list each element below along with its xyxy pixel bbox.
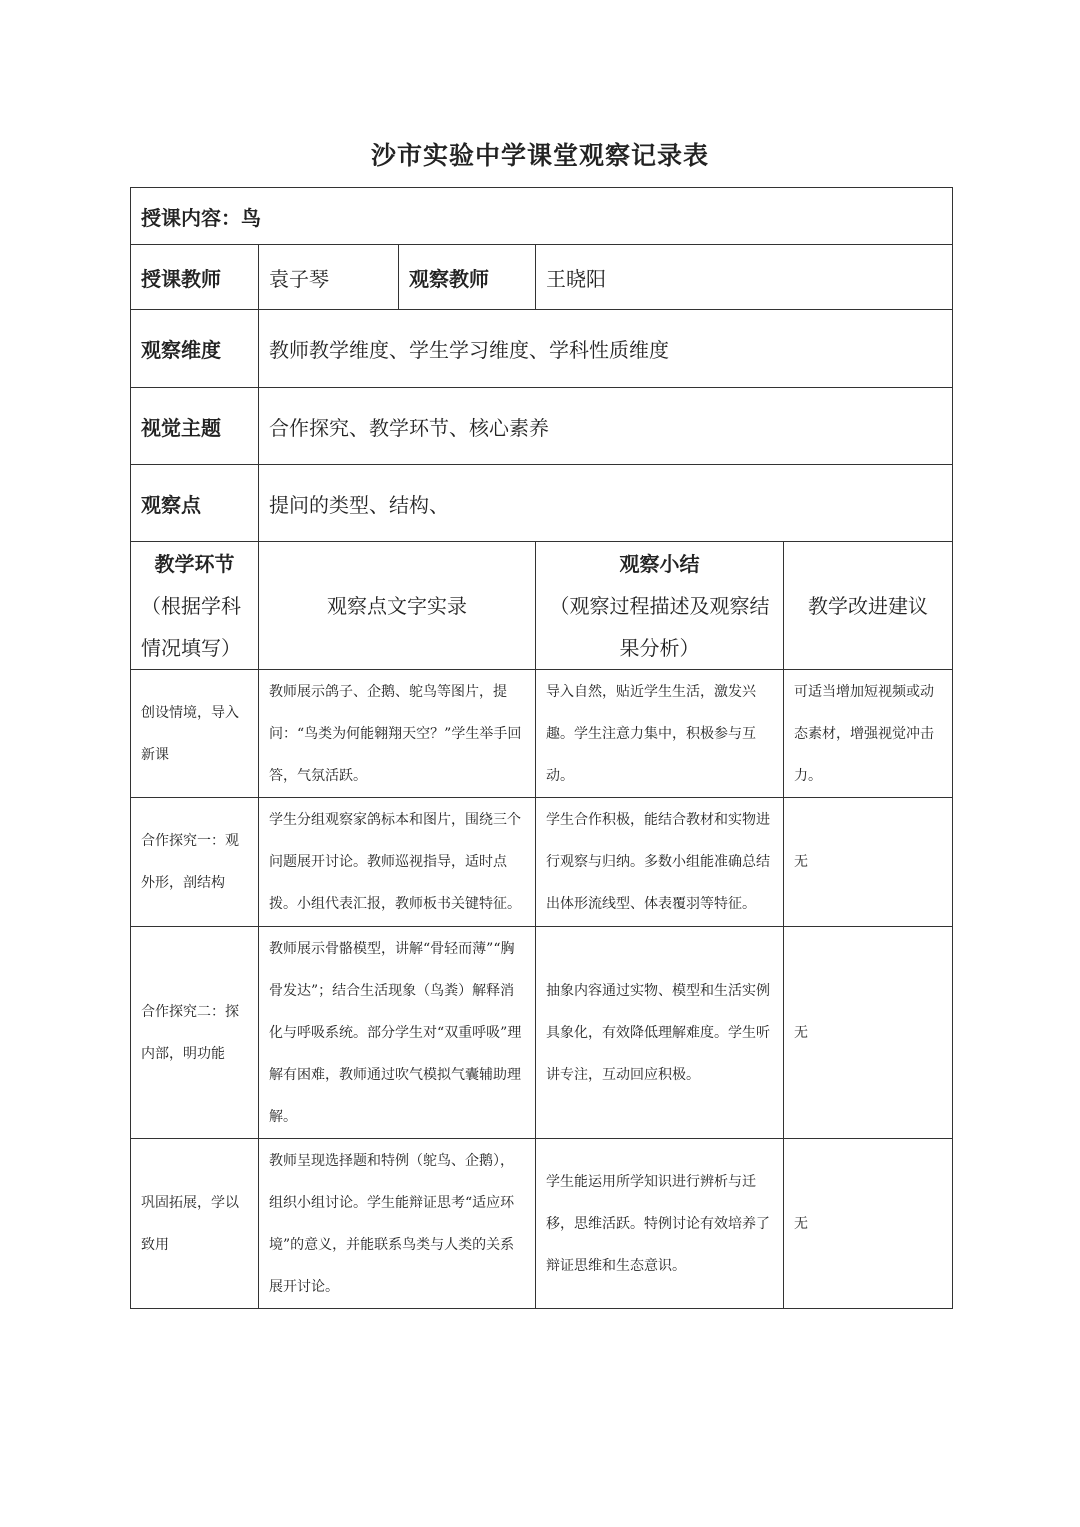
stage-cell: 合作探究二：探内部，明功能: [131, 927, 259, 1139]
theme-value: 合作探究、教学环节、核心素养: [259, 388, 953, 465]
row-teachers: [131, 245, 953, 310]
teacher-label: 授课教师: [131, 245, 259, 310]
table-row: [131, 670, 953, 798]
content-cell: [131, 188, 953, 245]
point-value: 提问的类型、结构、: [259, 465, 953, 542]
row-theme: [131, 388, 953, 465]
summary-cell: 抽象内容通过实物、模型和生活实例具象化，有效降低理解难度。学生听讲专注，互动回应积极。: [536, 927, 784, 1139]
point-label: 观察点: [131, 465, 259, 542]
header-stage-sub: （根据学科情况填写）: [141, 593, 241, 660]
stage-cell: 合作探究一：观外形，剖结构: [131, 798, 259, 927]
table-row: [131, 798, 953, 927]
record-cell: 学生分组观察家鸽标本和图片，围绕三个问题展开讨论。教师巡视指导，适时点拨。小组代表汇报，教师板书关键特征。: [259, 798, 536, 927]
record-cell: 教师呈现选择题和特例（鸵鸟、企鹅），组织小组讨论。学生能辩证思考“适应环境”的意义，并能联系鸟类与人类的关系展开讨论。: [259, 1139, 536, 1309]
summary-cell: 学生合作积极，能结合教材和实物进行观察与归纳。多数小组能准确总结出体形流线型、体表覆羽等特征。: [536, 798, 784, 927]
summary-cell: 导入自然，贴近学生生活，激发兴趣。学生注意力集中，积极参与互动。: [536, 670, 784, 798]
table-row: [131, 1139, 953, 1309]
header-summary: [536, 542, 784, 670]
suggestion-cell: 无: [784, 1139, 953, 1309]
suggestion-cell: 无: [784, 927, 953, 1139]
row-dimension: [131, 310, 953, 388]
record-cell: 教师展示骨骼模型，讲解“骨轻而薄”“胸骨发达”；结合生活现象（鸟粪）解释消化与呼吸系统。部分学生对“双重呼吸”理解有困难，教师通过吹气模拟气囊辅助理解。: [259, 927, 536, 1139]
row-header: [131, 542, 953, 670]
theme-label: 视觉主题: [131, 388, 259, 465]
header-record: 观察点文字实录: [259, 542, 536, 670]
suggestion-cell: 可适当增加短视频或动态素材，增强视觉冲击力。: [784, 670, 953, 798]
header-stage: [131, 542, 259, 670]
content-label: 授课内容：: [141, 205, 241, 230]
observer-value: 王晓阳: [536, 245, 953, 310]
header-summary-main: 观察小结: [619, 551, 700, 576]
content-value: 鸟: [241, 205, 261, 230]
suggestion-cell: 无: [784, 798, 953, 927]
teacher-value: 袁子琴: [259, 245, 399, 310]
header-suggestion: 教学改进建议: [784, 542, 953, 670]
header-stage-main: 教学环节: [154, 551, 235, 576]
header-summary-sub: （观察过程描述及观察结果分析）: [549, 593, 770, 660]
row-point: [131, 465, 953, 542]
dimension-label: 观察维度: [131, 310, 259, 388]
summary-cell: 学生能运用所学知识进行辨析与迁移，思维活跃。特例讨论有效培养了辩证思维和生态意识。: [536, 1139, 784, 1309]
table-row: [131, 927, 953, 1139]
observer-label: 观察教师: [399, 245, 536, 310]
stage-cell: 创设情境，导入新课: [131, 670, 259, 798]
observation-table: [130, 187, 953, 1309]
page-title: 沙市实验中学课堂观察记录表: [370, 141, 709, 170]
dimension-value: 教师教学维度、学生学习维度、学科性质维度: [259, 310, 953, 388]
record-cell: 教师展示鸽子、企鹅、鸵鸟等图片，提问：“鸟类为何能翱翔天空？”学生举手回答，气氛活跃。: [259, 670, 536, 798]
row-content: [131, 188, 953, 245]
stage-cell: 巩固拓展，学以致用: [131, 1139, 259, 1309]
